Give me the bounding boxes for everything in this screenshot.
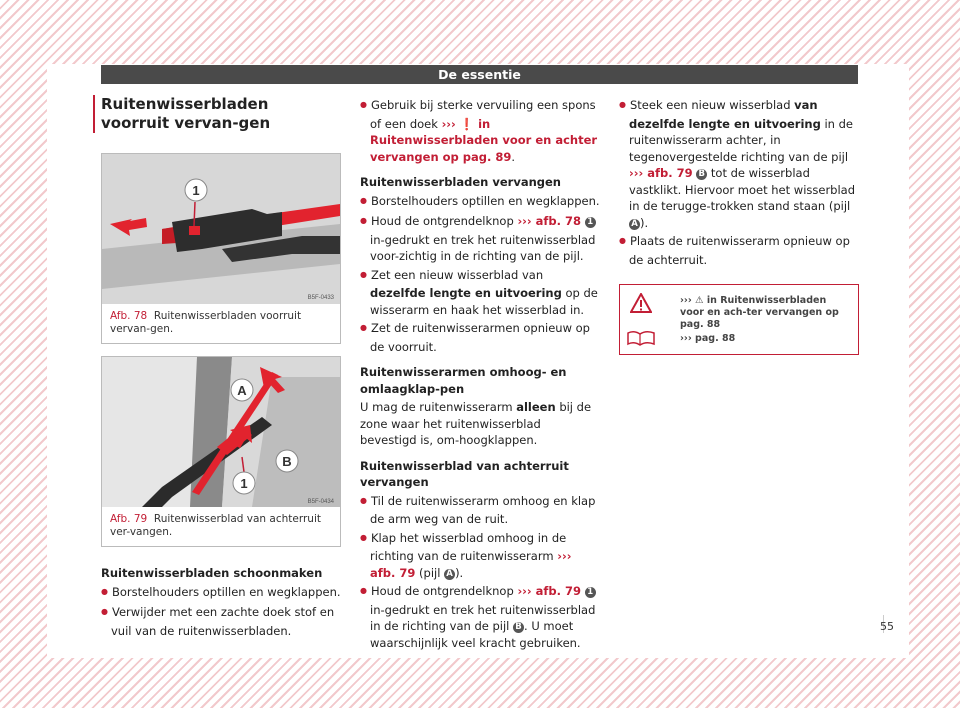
cross-ref-link[interactable]: ››› afb. 79 bbox=[517, 584, 582, 598]
column-3 bbox=[619, 95, 859, 355]
warning-note-box bbox=[619, 284, 859, 355]
subheading-achterruit: Ruitenwisserblad van achterruit vervangen bbox=[360, 458, 569, 489]
bullet: ● Steek een nieuw wisserblad van dezelfde lengte en uitvoering in de ruitenwisserarm achter, in tegenovergestelde richting van de pijl ››› afb. 79 B tot de wisserblad vastklikt. Hiervoor moet het wisserblad in de terugge-trokken stand staan (pijl A ). bbox=[619, 97, 859, 231]
cross-ref-link[interactable]: ››› afb. 79 bbox=[629, 166, 693, 180]
section-header: De essentie bbox=[101, 65, 858, 84]
bullet: ● Houd de ontgrendelknop ››› afb. 79 1 in-gedrukt en trek het ruitenwisserblad in de richting van de pijl B . U moet waarschijnlijk veel kracht gebruiken. bbox=[360, 583, 600, 651]
wiper-rear-image bbox=[102, 357, 340, 507]
callout-badge: A bbox=[444, 569, 455, 580]
callout-b: B bbox=[282, 454, 292, 469]
paragraph: U mag de ruitenwisserarm alleen bij de zone waar het ruitenwisserblad bevestigd is, om-hoogklappen. bbox=[360, 400, 592, 447]
bullet: ● Gebruik bij sterke vervuiling een spons of een doek ››› ❗ in Ruitenwisserbladen voor en achter vervangen op pag. 89. bbox=[360, 97, 600, 165]
warning-triangle-icon bbox=[630, 293, 652, 313]
callout-badge: A bbox=[629, 219, 640, 230]
subheading-vervangen: Ruitenwisserbladen vervangen bbox=[360, 175, 561, 189]
bullet: ● Plaats de ruitenwisserarm opnieuw op de achterruit. bbox=[619, 233, 859, 268]
bullet: ● Houd de ontgrendelknop ››› afb. 78 1 in-gedrukt en trek het ruitenwisserblad voor-zichtig in de richting van de pijl. bbox=[360, 213, 600, 265]
figure-78 bbox=[101, 153, 341, 344]
callout-badge: 1 bbox=[585, 587, 596, 598]
cross-ref-link[interactable]: ››› afb. 79 bbox=[370, 549, 572, 580]
callout-badge: B bbox=[513, 622, 524, 633]
figure-78-caption: Afb. 78 Ruitenwisserbladen voorruit vervan-gen. bbox=[110, 310, 302, 335]
bullet: ● Zet de ruitenwisserarmen opnieuw op de voorruit. bbox=[360, 320, 600, 355]
column-1 bbox=[101, 95, 341, 641]
subheading-omhoogklappen: Ruitenwisserarmen omhoog- en omlaagklap-pen bbox=[360, 365, 567, 396]
figure-code: B5F-0434 bbox=[307, 499, 334, 505]
bullet: ● Klap het wisserblad omhoog in de richting van de ruitenwisserarm ››› afb. 79 (pijl A ). bbox=[360, 530, 600, 582]
book-hand-icon bbox=[626, 329, 656, 347]
cross-ref-link[interactable]: ››› ❗ in Ruitenwisserbladen voor en achter vervangen op pag. 89 bbox=[370, 116, 598, 164]
bullet: ● Zet een nieuw wisserblad van dezelfde lengte en uitvoering op de wisserarm en haak het wisserblad in. bbox=[360, 267, 600, 319]
note-line-1: ››› ⚠ in Ruitenwisserbladen voor en ach-ter vervangen op pag. 88 bbox=[680, 295, 839, 330]
callout-1: 1 bbox=[192, 183, 200, 198]
figure-79 bbox=[101, 356, 341, 547]
bullet: ● Verwijder met een zachte doek stof en vuil van de ruitenwisserbladen. bbox=[101, 604, 341, 639]
figure-code: B5F-0433 bbox=[307, 295, 334, 301]
callout-badge: 1 bbox=[585, 217, 596, 228]
wiper-front-image bbox=[102, 154, 340, 304]
cross-ref-link[interactable]: ››› afb. 78 bbox=[517, 214, 582, 228]
note-line-2: ››› pag. 88 bbox=[680, 333, 736, 344]
callout-badge: B bbox=[696, 169, 707, 180]
bullet: ● Til de ruitenwisserarm omhoog en klap de arm weg van de ruit. bbox=[360, 493, 600, 528]
callout-a: A bbox=[237, 383, 247, 398]
subheading-schoonmaken: Ruitenwisserbladen schoonmaken bbox=[101, 566, 323, 580]
page-title: Ruitenwisserbladen voorruit vervan-gen bbox=[93, 95, 341, 133]
column-2 bbox=[360, 95, 600, 653]
page-number: 55 bbox=[880, 620, 894, 633]
figure-79-caption: Afb. 79 Ruitenwisserblad van achterruit ver-vangen. bbox=[110, 513, 321, 538]
bullet: ● Borstelhouders optillen en wegklappen. bbox=[360, 193, 600, 212]
bullet: ● Borstelhouders optillen en wegklappen. bbox=[101, 584, 341, 603]
callout-1b: 1 bbox=[240, 476, 248, 491]
